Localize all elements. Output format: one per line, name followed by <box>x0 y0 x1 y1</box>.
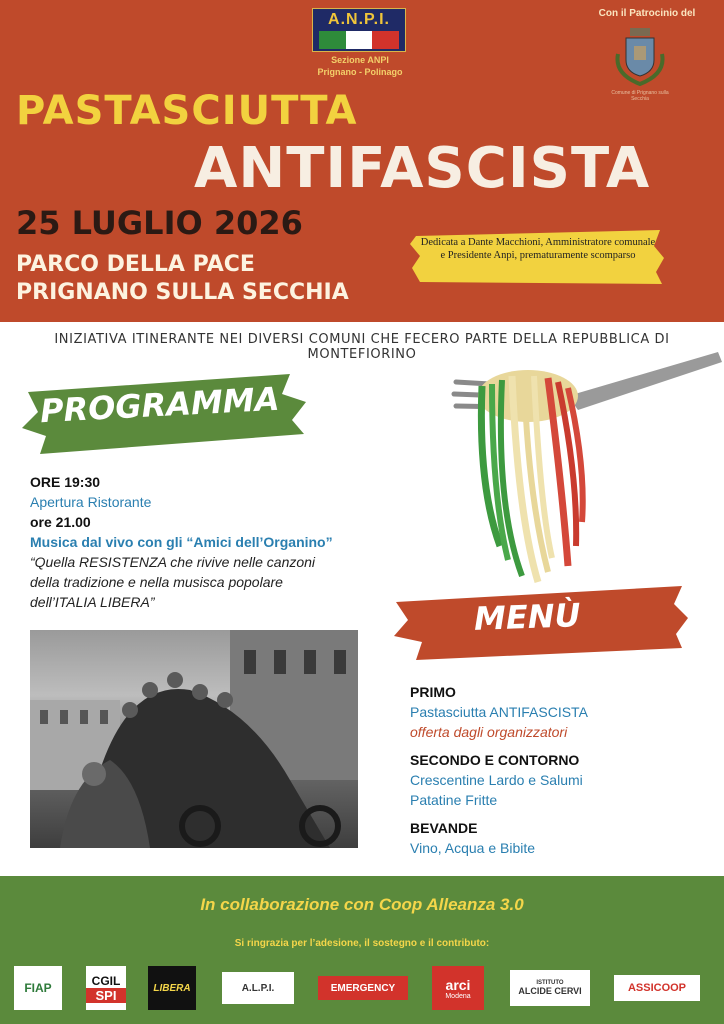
libera-logo <box>148 966 196 1010</box>
menu-heading: MENÙ <box>473 596 582 638</box>
patronage-label: Con il Patrocinio del <box>598 8 696 19</box>
fork-spaghetti-illustration <box>448 346 724 586</box>
menu-section-bevande: BEVANDE <box>410 820 478 836</box>
program-quote-line: dell’ITALIA LIBERA” <box>30 594 155 610</box>
anpi-section-location: Prignano - Polinago <box>317 67 403 77</box>
venue-line2: PRIGNANO SULLA SECCHIA <box>16 280 349 305</box>
spi-logo-text: SPI <box>86 988 126 1003</box>
arci-logo-subtext: Modena <box>445 992 471 1000</box>
program-quote-line: della tradizione e nella musisca popolare <box>30 574 283 590</box>
tagline: INIZIATIVA ITINERANTE NEI DIVERSI COMUNI CHE FECERO PARTE DELLA REPUBBLICA DI MONTEFIORINO <box>54 332 670 362</box>
cervi-logo-text: ALCIDE CERVI <box>518 986 582 996</box>
anpi-logo <box>312 8 406 52</box>
anpi-section-name: Sezione ANPI <box>331 55 389 65</box>
italian-flag-icon <box>319 31 399 49</box>
alpi-logo-text: A.L.P.I. <box>241 982 275 994</box>
event-date: 25 LUGLIO 2026 <box>16 204 303 242</box>
menu-item: Crescentine Lardo e Salumi <box>410 772 583 788</box>
title-line1: PASTASCIUTTA <box>16 88 358 134</box>
fiap-logo <box>14 966 62 1010</box>
menu-list <box>410 682 710 858</box>
cervi-logo <box>510 970 590 1006</box>
program-quote-line: “Quella RESISTENZA che rivive nelle canzoni <box>30 554 316 570</box>
historic-photo <box>30 630 358 848</box>
dedication-text: Dedicata a Dante Macchioni, Amministratore comunale e Presidente Anpi, prematuramente scomparso <box>420 237 656 261</box>
anpi-logo-text: A.N.P.I. <box>328 11 390 28</box>
municipal-crest-icon <box>612 24 668 88</box>
programma-heading: PROGRAMMA <box>39 379 281 431</box>
assicoop-logo <box>614 975 700 1001</box>
collaboration-text: In collaborazione con Coop Alleanza 3.0 <box>200 895 524 914</box>
program-event: Musica dal vivo con gli “Amici dell’Organino” <box>30 534 333 550</box>
cervi-logo-small: ISTITUTO <box>536 980 564 986</box>
thanks-text: Si ringrazia per l’adesione, il sostegno e il contributo: <box>234 938 490 949</box>
title-line2: ANTIFASCISTA <box>194 136 651 201</box>
program-time: ORE 19:30 <box>30 474 101 490</box>
menu-section-secondo: SECONDO E CONTORNO <box>410 752 580 768</box>
cgil-logo-text: CGIL <box>91 973 121 988</box>
program-time: ore 21.00 <box>30 514 91 530</box>
alpi-logo <box>222 972 294 1004</box>
arci-logo-text: arci <box>445 976 471 993</box>
menu-note: offerta dagli organizzatori <box>410 724 568 740</box>
programma-list <box>30 472 390 612</box>
program-event: Apertura Ristorante <box>30 494 152 510</box>
arci-logo <box>432 966 484 1010</box>
menu-item: Patatine Fritte <box>410 792 498 808</box>
libera-logo-text: LIBERA <box>153 982 191 994</box>
venue-line1: PARCO DELLA PACE <box>16 252 255 277</box>
crest-caption: Comune di Prignano sulla Secchia <box>611 90 669 102</box>
assicoop-logo-text: ASSICOOP <box>627 982 687 994</box>
cgil-spi-logo <box>86 966 126 1010</box>
menu-section-primo: PRIMO <box>410 684 456 700</box>
historic-photo-illustration <box>30 630 358 848</box>
menu-item: Pastasciutta ANTIFASCISTA <box>410 704 588 720</box>
emergency-logo-text: EMERGENCY <box>330 982 396 994</box>
emergency-logo <box>318 976 408 1000</box>
menu-item: Vino, Acqua e Bibite <box>410 840 536 856</box>
anpi-section <box>290 54 430 78</box>
fiap-logo-text: FIAP <box>24 981 52 995</box>
